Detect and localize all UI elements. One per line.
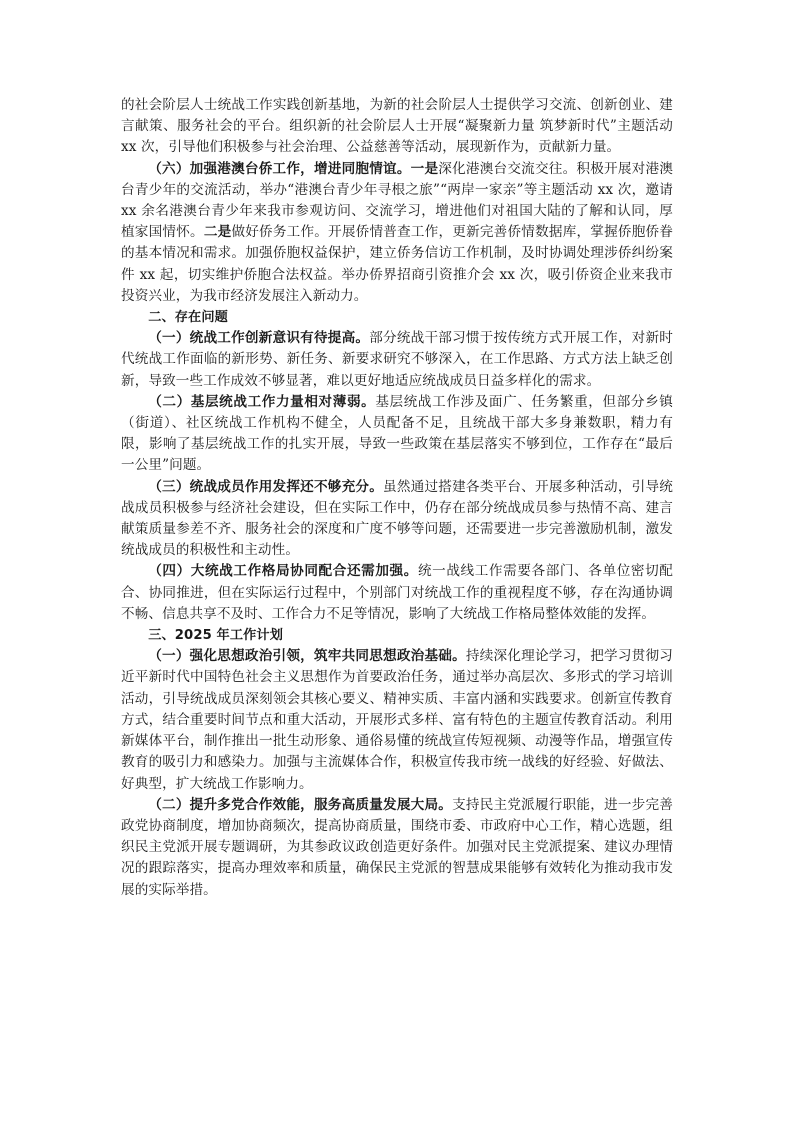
paragraph-problem-1: （一）统战工作创新意识有待提高。部分统战干部习惯于按传统方式开展工作，对新时代统战工作面临的新形势、新任务、新要求研究不够深入，在工作思路、方式方法上缺乏创新，导致一些工作成效不够显著，难以更好地适应统战成员日益多样化的需求。 [121,330,673,389]
paragraph-hk-macao-taiwan: （六）加强港澳台侨工作，增进同胞情谊。一是深化港澳台交流交往。积极开展对港澳台青少年的交流活动，举办“港澳台青少年寻根之旅”“两岸一家亲”等主题活动 xx 次，邀请 xx 余名港澳台青少年来我市参观访问、交流学习，增进他们对祖国大陆的了解和认同，厚植家国情怀。二是做好侨务工作。开展侨情普查工作，更新完善侨情数据库，掌握侨胞侨眷的基本情况和需求。加强侨胞权益保护，建立侨务信访工作机制，及时协调处理涉侨纠纷案件 xx 起，切实维护侨胞合法权益。举办侨界招商引资推介会 xx 次，吸引侨资企业来我市投资兴业，为我市经济发展注入新动力。 [121,160,674,304]
paragraph-problem-3: （三）统战成员作用发挥还不够充分。虽然通过搭建各类平台、开展多种活动，引导统战成员积极参与经济社会建设，但在实际工作中，仍存在部分统战成员参与热情不高、建言献策质量参差不齐、服务社会的深度和广度不够等问题，还需要进一步完善激励机制，激发统战成员的积极性和主动性。 [121,478,673,559]
point-label: 一是 [410,160,439,177]
subsection-heading: （六）加强港澳台侨工作，增进同胞情谊。 [148,160,411,177]
paragraph-problem-4: （四）大统战工作格局协同配合还需加强。统一战线工作需要各部门、各单位密切配合、协同推进，但在实际运行过程中，个别部门对统战工作的重视程度不够，存在沟通协调不畅、信息共享不及时、工作合力不足等情况，影响了大统战工作格局整体效能的发挥。 [121,563,673,622]
section-heading-plan: 三、2025 年工作计划 [148,628,283,644]
subsection-heading: （一）统战工作创新意识有待提高。 [148,330,370,347]
paragraph-problem-2: （二）基层统战工作力量相对薄弱。基层统战工作涉及面广、任务繁重，但部分乡镇（街道）、社区统战工作机构不健全，人员配备不足，且统战干部大多身兼数职，精力有限，影响了基层统战工作的扎实开展，导致一些政策在基层落实不够到位，工作存在“最后一公里”问题。 [121,393,673,474]
subsection-heading: （四）大统战工作格局协同配合还需加强。 [148,563,418,580]
paragraph-plan-1: （一）强化思想政治引领，筑牢共同思想政治基础。持续深化理论学习，把学习贯彻习近平新时代中国特色社会主义思想作为首要政治任务，通过举办高层次、多形式的学习培训活动，引导统战成员深刻领会其核心要义、精神实质、丰富内涵和实践要求。创新宣传教育方式，结合重要时间节点和重大活动，开展形式多样、富有特色的主题宣传教育活动。利用新媒体平台，制作推出一批生动形象、通俗易懂的统战宣传短视频、动漫等作品，增强宣传教育的吸引力和感染力。加强与主流媒体合作，积极宣传我市统一战线的好经验、好做法、好典型，扩大统战工作影响力。 [121,648,673,792]
subsection-heading: （二）基层统战工作力量相对薄弱。 [148,393,376,410]
paragraph-continuation: 的社会阶层人士统战工作实践创新基地，为新的社会阶层人士提供学习交流、创新创业、建言献策、服务社会的平台。组织新的社会阶层人士开展“凝聚新力量 筑梦新时代”主题活动 xx 次，引导他们积极参与社会治理、公益慈善等活动，展现新作为，贡献新力量。 [121,97,673,156]
point-label: 二是 [203,224,232,241]
section-heading-problems: 二、存在问题 [148,310,228,326]
document-page [121,95,673,901]
subsection-heading: （二）提升多党合作效能，服务高质量发展大局。 [148,796,453,813]
subsection-heading: （三）统战成员作用发挥还不够充分。 [148,478,384,495]
subsection-heading: （一）强化思想政治引领，筑牢共同思想政治基础。 [148,648,466,665]
paragraph-plan-2: （二）提升多党合作效能，服务高质量发展大局。支持民主党派履行职能，进一步完善政党协商制度，增加协商频次，提高协商质量，围绕市委、市政府中心工作，精心选题，组织民主党派开展专题调研，为其参政议政创造更好条件。加强对民主党派提案、建议办理情况的跟踪落实，提高办理效率和质量，确保民主党派的智慧成果能够有效转化为推动我市发展的实际举措。 [121,796,673,898]
